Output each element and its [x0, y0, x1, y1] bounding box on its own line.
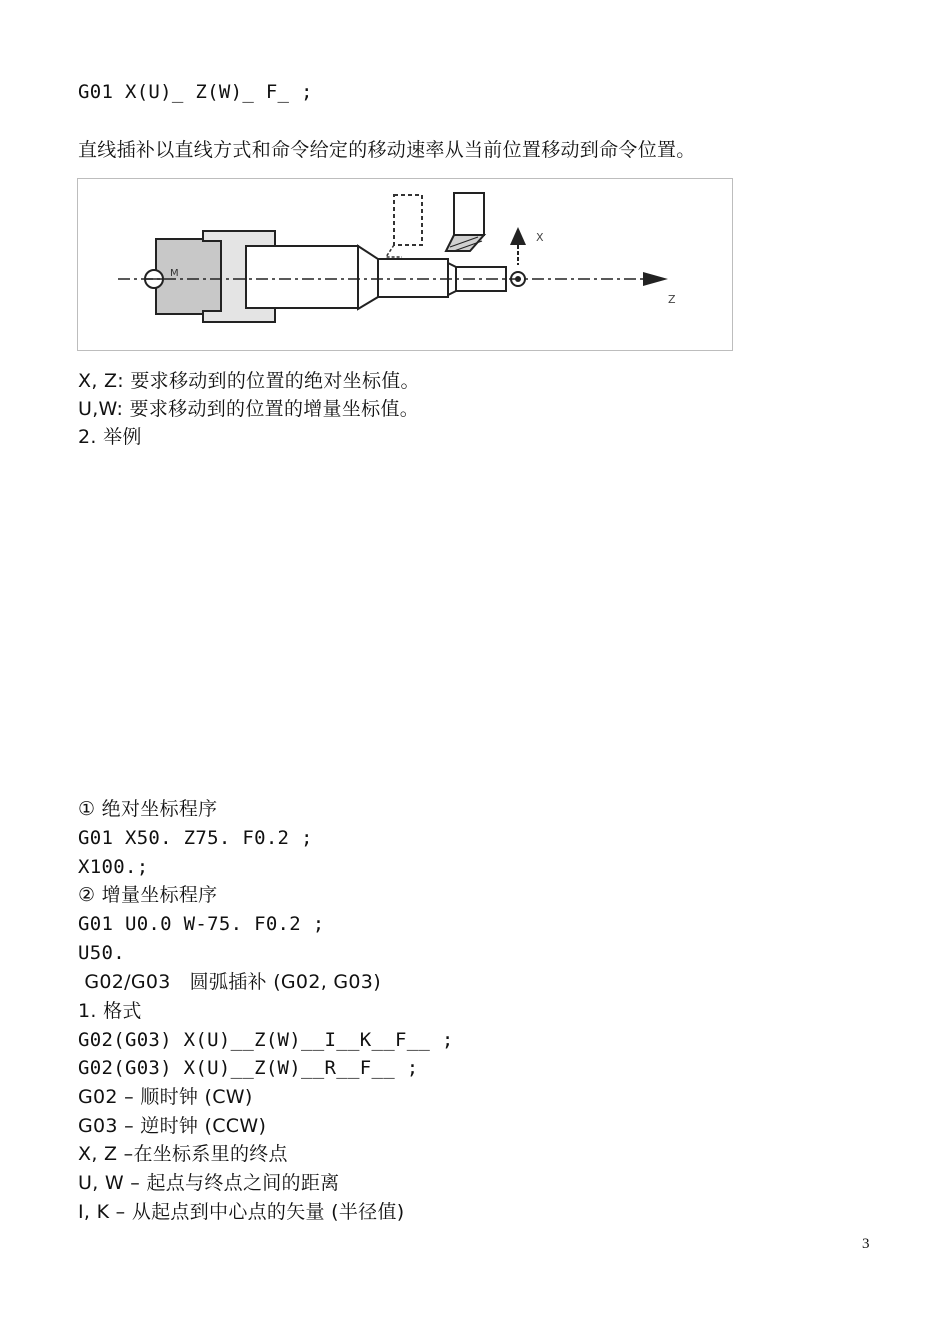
g01-format-line: G01 X(U)_ Z(W)_ F_ ; [78, 81, 313, 103]
origin-label: M [170, 268, 179, 279]
page-number: 3 [862, 1236, 870, 1252]
g01-description: 直线插补以直线方式和命令给定的移动速率从当前位置移动到命令位置。 [78, 139, 696, 161]
g02-definition: G02 – 顺时钟 (CW) [78, 1086, 253, 1108]
workpiece-mid-section [378, 259, 448, 297]
inc-program-line-1: G01 U0.0 W-75. F0.2 ; [78, 913, 325, 935]
workpiece-taper [358, 246, 378, 309]
inc-program-heading: ② 增量坐标程序 [78, 884, 218, 906]
chuck-block [156, 239, 221, 314]
tool-start-position [394, 195, 422, 245]
arc-section-title: G02/G03 圆弧插补 (G02, G03) [78, 971, 381, 993]
def-xz: X, Z: 要求移动到的位置的绝对坐标值。 [78, 370, 420, 392]
x-arrow [510, 227, 526, 245]
g03-definition: G03 – 逆时钟 (CCW) [78, 1115, 267, 1137]
ik-definition: I, K – 从起点到中心点的矢量 (半径值) [78, 1201, 405, 1223]
arc-format-ik: G02(G03) X(U)__Z(W)__I__K__F__ ; [78, 1029, 454, 1051]
arc-format-r: G02(G03) X(U)__Z(W)__R__F__ ; [78, 1057, 419, 1079]
z-arrow [643, 272, 668, 286]
def-uw: U,W: 要求移动到的位置的增量坐标值。 [78, 398, 420, 420]
lathe-drawing [78, 179, 734, 352]
abs-program-heading: ① 绝对坐标程序 [78, 798, 218, 820]
abs-program-line-1: G01 X50. Z75. F0.2 ; [78, 827, 313, 849]
tool-end-position [454, 193, 484, 235]
arc-format-heading: 1. 格式 [78, 1000, 142, 1022]
lathe-diagram [77, 178, 733, 351]
uw-definition: U, W – 起点与终点之间的距离 [78, 1172, 340, 1194]
z-axis-label: Z [668, 293, 676, 306]
example-heading: 2. 举例 [78, 426, 142, 448]
workpiece-large-section [246, 246, 358, 308]
inc-program-line-2: U50. [78, 942, 125, 964]
xz-definition: X, Z –在坐标系里的终点 [78, 1143, 288, 1165]
x-axis-label: X [536, 231, 544, 244]
abs-program-line-2: X100.; [78, 856, 149, 878]
